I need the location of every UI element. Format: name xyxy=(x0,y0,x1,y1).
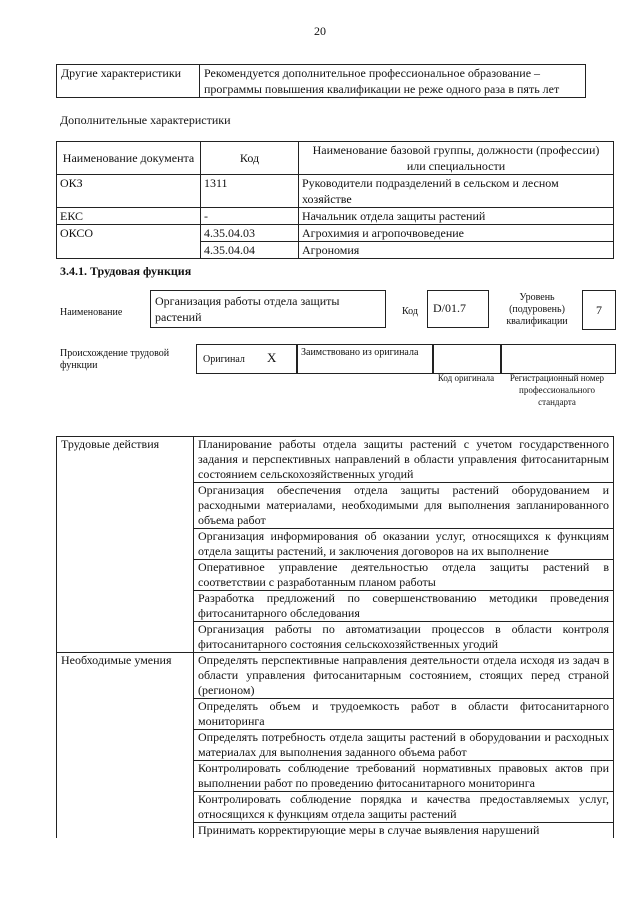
header-document: Наименование документа xyxy=(57,142,201,175)
header-code: Код xyxy=(201,142,299,175)
function-name-value: Организация работы отдела защиты растений xyxy=(150,290,386,328)
labor-actions-label: Трудовые действия xyxy=(57,437,194,653)
labor-action-item: Организация работы по автоматизации процессов в области контроля фитосанитарного состояния сельскохозяйственных угодий xyxy=(194,622,614,653)
additional-characteristics-table xyxy=(56,141,614,259)
labor-action-item: Разработка предложений по совершенствованию методики проведения фитосанитарного обследования xyxy=(194,591,614,622)
registration-number-box xyxy=(500,344,616,374)
function-code-value: D/01.7 xyxy=(427,290,489,328)
row-name: Начальник отдела защиты растений xyxy=(299,208,614,225)
row-doc: ОКЗ xyxy=(57,175,201,208)
skill-item: Определять перспективные направления деятельности отдела исходя из задач в области управления фитосанитарным состоянием, стоящих перед страной (регионом) xyxy=(194,653,614,699)
other-characteristics-table xyxy=(56,64,586,98)
labor-action-item: Оперативное управление деятельностью отдела защиты растений в соответствии с разработанным планом работы xyxy=(194,560,614,591)
origin-label: Происхождение трудовой функции xyxy=(60,348,170,371)
borrowed-label: Заимствовано из оригинала xyxy=(301,347,419,358)
required-skills-label: Необходимые умения xyxy=(57,653,194,839)
row-name: Агрономия xyxy=(299,242,614,259)
row-code: 1311 xyxy=(201,175,299,208)
additional-characteristics-title: Дополнительные характеристики xyxy=(60,113,231,127)
row-name: Руководители подразделений в сельском и лесном хозяйстве xyxy=(299,175,614,208)
skill-item: Определять потребность отдела защиты растений в оборудовании и расходных материалах для выполнения заданного объема работ xyxy=(194,730,614,761)
header-group-name: Наименование базовой группы, должности (профессии) или специальности xyxy=(299,142,614,175)
labor-action-item: Организация информирования об оказании услуг, относящихся к функциям отдела защиты растений, и заключения договоров на их выполнение xyxy=(194,529,614,560)
function-heading: 3.4.1. Трудовая функция xyxy=(60,264,192,278)
table-row xyxy=(57,208,614,225)
row-doc: ЕКС xyxy=(57,208,201,225)
skill-item: Принимать корректирующие меры в случае выявления нарушений xyxy=(194,823,614,839)
labor-action-item: Планирование работы отдела защиты растений с учетом государственного задания и перспективных направлений в области управления фитосанитарным состоянием сельскохозяйственных угодий xyxy=(194,437,614,483)
row-code: 4.35.04.04 xyxy=(201,242,299,259)
skill-item: Определять объем и трудоемкость работ в области фитосанитарного мониторинга xyxy=(194,699,614,730)
row-doc: ОКСО xyxy=(57,225,201,259)
original-mark: X xyxy=(267,350,277,365)
row-code: 4.35.04.03 xyxy=(201,225,299,242)
skill-item: Контролировать соблюдение порядка и качества предоставляемых услуг, относящихся к функциям отдела защиты растений xyxy=(194,792,614,823)
page-number: 20 xyxy=(314,24,326,38)
original-code-box xyxy=(432,344,502,374)
row-name: Агрохимия и агропочвоведение xyxy=(299,225,614,242)
qualification-level-label: Уровень (подуровень) квалификации xyxy=(506,292,568,327)
labor-action-item: Организация обеспечения отдела защиты растений оборудованием и расходными материалами, необходимыми для выполнения запланированного объема работ xyxy=(194,483,614,529)
other-characteristics-label: Другие характеристики xyxy=(57,65,200,98)
name-label: Наименование xyxy=(60,307,123,318)
skill-item: Контролировать соблюдение требований нормативных правовых актов при выполнении работ по проведению фитосанитарного мониторинга xyxy=(194,761,614,792)
borrowed-box xyxy=(296,344,434,374)
registration-number-label: Регистрационный номер профессионального стандарта xyxy=(509,373,605,407)
code-label: Код xyxy=(402,306,418,317)
table-row xyxy=(57,175,614,208)
original-label: Оригинал xyxy=(203,354,245,365)
function-details-table xyxy=(56,436,614,838)
table-row xyxy=(57,225,614,242)
qualification-level-value: 7 xyxy=(582,290,616,330)
other-characteristics-text: Рекомендуется дополнительное профессиональное образование – программы повышения квалификации не реже одного раза в пять лет xyxy=(200,65,586,98)
row-code: - xyxy=(201,208,299,225)
original-code-label: Код оригинала xyxy=(437,373,495,383)
original-box xyxy=(196,344,298,374)
